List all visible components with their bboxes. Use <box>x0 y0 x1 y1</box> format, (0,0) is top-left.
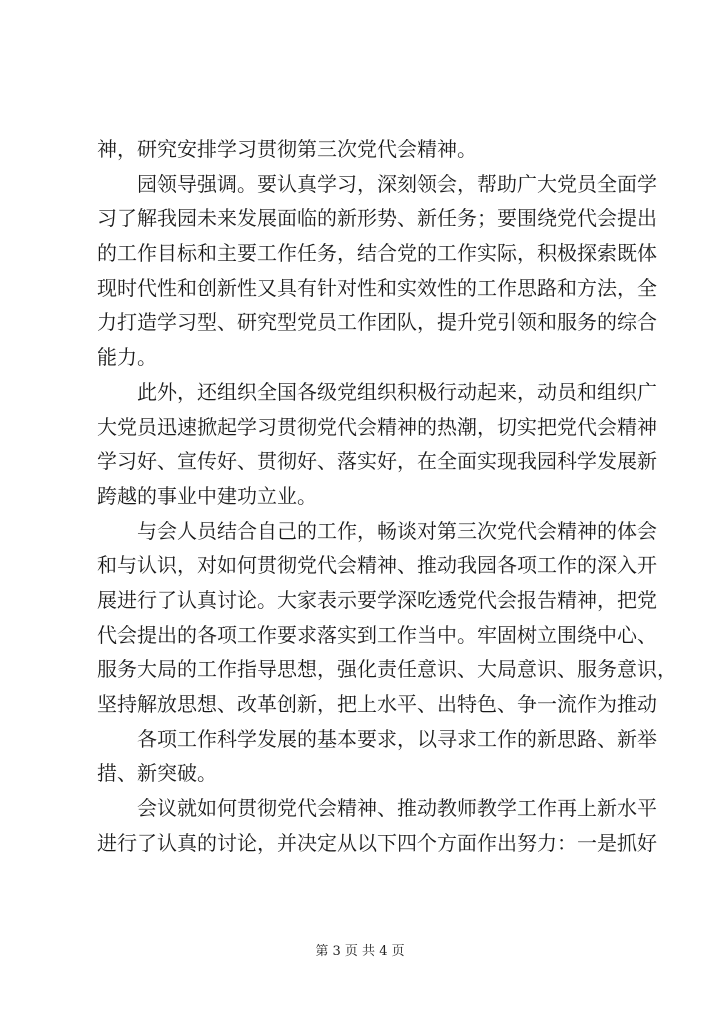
text-line: 神，研究安排学习贯彻第三次党代会精神。 <box>97 137 477 161</box>
text-line: 措、新突破。 <box>97 761 217 786</box>
text-line: 代会提出的各项工作要求落实到工作当中。牢固树立围绕中心、 <box>97 622 657 647</box>
text-line: 坚持解放思想、改革创新，把上水平、出特色、争一流作为推动 <box>97 692 657 716</box>
text-line: 展进行了认真讨论。大家表示要学深吃透党代会报告精神，把党 <box>97 587 657 612</box>
text-line: 能力。 <box>97 345 157 370</box>
text-line: 和与认识，对如何贯彻党代会精神、推动我园各项工作的深入开 <box>97 553 657 578</box>
page-number: 第 3 页 共 4 页 <box>315 944 405 959</box>
text-line: 跨越的事业中建功立业。 <box>97 483 317 508</box>
text-line: 现时代性和创新性又具有针对性和实效性的工作思路和方法，全 <box>97 275 657 300</box>
text-line: 习了解我园未来发展面临的新形势、新任务；要围绕党代会提出 <box>97 206 657 231</box>
text-line: 服务大局的工作指导思想，强化责任意识、大局意识、服务意识， <box>97 657 677 682</box>
paragraph-start-line: 此外，还组织全国各级党组织积极行动起来，动员和组织广 <box>137 379 657 404</box>
text-line: 进行了认真的讨论，并决定从以下四个方面作出努力：一是抓好 <box>97 830 657 855</box>
paragraph-start-line: 与会人员结合自己的工作，畅谈对第三次党代会精神的体会 <box>137 518 657 543</box>
paragraph-start-line: 园领导强调。要认真学习，深刻领会，帮助广大党员全面学 <box>137 171 657 196</box>
paragraph-start-line: 各项工作科学发展的基本要求，以寻求工作的新思路、新举 <box>137 726 657 751</box>
document-body <box>97 132 677 860</box>
text-line: 大党员迅速掀起学习贯彻党代会精神的热潮，切实把党代会精神 <box>97 414 657 439</box>
page-footer <box>0 940 720 959</box>
text-line: 的工作目标和主要工作任务，结合党的工作实际，积极探索既体 <box>97 241 657 266</box>
text-line: 力打造学习型、研究型党员工作团队，提升党引领和服务的综合 <box>97 310 657 335</box>
paragraph-start-line: 会议就如何贯彻党代会精神、推动教师教学工作再上新水平 <box>137 796 657 821</box>
text-line: 学习好、宣传好、贯彻好、落实好，在全面实现我园科学发展新 <box>97 449 657 474</box>
